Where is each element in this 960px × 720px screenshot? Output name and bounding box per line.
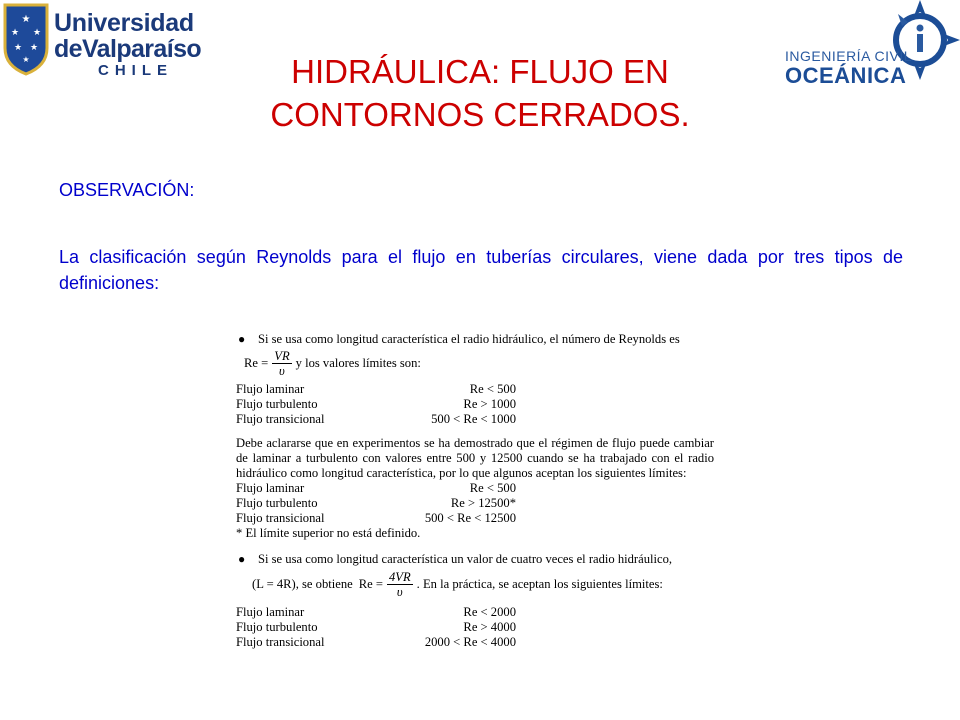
- bullet2-text: Si se usa como longitud característica un valor de cuatro veces el radio hidráulico,: [258, 552, 673, 566]
- limits-table-3: [236, 605, 714, 650]
- limits-table-2: [236, 481, 714, 526]
- row-label: Flujo turbulento: [236, 496, 318, 510]
- row-label: Flujo transicional: [236, 412, 325, 426]
- row-label: Flujo laminar: [236, 382, 305, 396]
- bullet1-text: Si se usa como longitud característica el radio hidráulico, el número de Reynolds es: [258, 332, 680, 346]
- department-name: [785, 48, 912, 88]
- fraction-denominator: υ: [396, 585, 403, 599]
- formula-1: [244, 349, 714, 378]
- row-value: Re < 2000: [463, 605, 516, 619]
- svg-text:★: ★: [10, 27, 20, 37]
- row-value: Re < 500: [469, 481, 516, 495]
- svg-text:★: ★: [22, 55, 30, 64]
- row-label: Flujo turbulento: [236, 620, 318, 634]
- bullet-item: [236, 332, 714, 347]
- title-line1: HIDRÁULICA: FLUJO EN: [291, 53, 669, 90]
- bullet-item: [236, 552, 714, 567]
- university-line2: deValparaíso: [54, 35, 202, 63]
- row-value: Re < 500: [469, 382, 516, 396]
- fraction-numerator: 4VR: [388, 570, 411, 584]
- reynolds-excerpt: [236, 332, 714, 650]
- formula-2: [252, 570, 714, 599]
- row-value: Re > 4000: [463, 620, 516, 634]
- page-title: [160, 50, 800, 136]
- university-line1: Universidad: [54, 9, 194, 37]
- paragraph-text: Debe aclararse que en experimentos se ha demostrado que el régimen de flujo puede cambiar de laminar a turbulento con valores entre 500 y 12500 cuando se ha trabajado con el radio hidráulico como longitud característica, por lo que algunos aceptan los siguientes límites:: [236, 436, 714, 480]
- university-country: CHILE: [98, 62, 173, 79]
- shield-icon: [2, 2, 50, 76]
- department-logo: [770, 0, 960, 100]
- intro-text: La clasificación según Reynolds para el flujo en tuberías circulares, viene dada por tres tipos de definiciones:: [59, 247, 903, 293]
- row-label: Flujo transicional: [236, 635, 325, 649]
- row-label: Flujo turbulento: [236, 397, 318, 411]
- footnote: * El límite superior no está definido.: [236, 526, 421, 540]
- formula-tail: y los valores límites son:: [295, 356, 421, 370]
- university-logo: [2, 0, 202, 82]
- svg-text:★: ★: [32, 27, 42, 37]
- department-line1: INGENIERÍA CIVIL: [785, 48, 913, 64]
- bullet-icon: ●: [238, 552, 246, 566]
- department-line2: OCEÁNICA: [785, 63, 907, 88]
- formula-lhs: Re =: [244, 356, 269, 370]
- formula-prefix: (L = 4R), se obtiene: [252, 577, 353, 591]
- row-value: Re > 12500*: [450, 496, 516, 510]
- bullet-icon: ●: [238, 332, 246, 346]
- formula-lhs: Re =: [358, 577, 383, 591]
- row-value: 2000 < Re < 4000: [424, 635, 516, 649]
- row-label: Flujo transicional: [236, 511, 325, 525]
- svg-text:★: ★: [21, 14, 31, 25]
- fraction-denominator: υ: [279, 364, 285, 378]
- row-value: Re > 1000: [463, 397, 516, 411]
- row-label: Flujo laminar: [236, 605, 305, 619]
- svg-text:★: ★: [29, 42, 39, 52]
- fraction-numerator: VR: [274, 349, 290, 363]
- observation-label: OBSERVACIÓN:: [59, 180, 195, 200]
- formula-tail: . En la práctica, se aceptan los siguientes límites:: [416, 577, 663, 591]
- row-label: Flujo laminar: [236, 481, 305, 495]
- fraction: [387, 570, 413, 599]
- limits-table-1: [236, 382, 714, 427]
- fraction: [272, 349, 291, 378]
- title-line2: CONTORNOS CERRADOS.: [270, 96, 690, 133]
- svg-text:★: ★: [13, 42, 23, 52]
- row-value: 500 < Re < 12500: [424, 511, 516, 525]
- row-value: 500 < Re < 1000: [431, 412, 516, 426]
